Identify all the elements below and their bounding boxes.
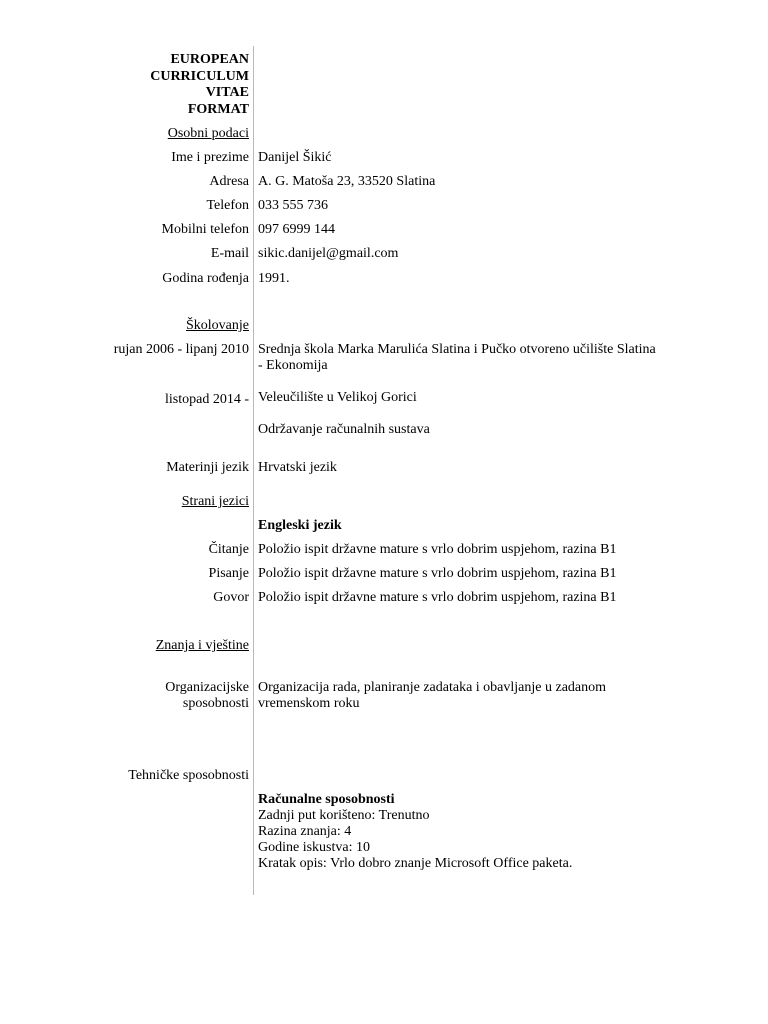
value-organizational-line: vremenskom roku [258, 696, 360, 711]
label-mobile: Mobilni telefon [161, 222, 249, 237]
value-phone: 033 555 736 [258, 198, 328, 213]
label-writing: Pisanje [208, 566, 249, 581]
cv-title [150, 52, 249, 118]
value-reading: Položio ispit državne mature s vrlo dobrim uspjehom, razina B1 [258, 542, 617, 557]
value-mobile: 097 6999 144 [258, 222, 335, 237]
education-period: listopad 2014 - [165, 392, 249, 407]
section-heading-personal: Osobni podaci [167, 126, 249, 141]
education-line: - Ekonomija [258, 358, 328, 373]
label-organizational-line: Organizacijske [165, 680, 249, 695]
value-email: sikic.danijel@gmail.com [258, 246, 399, 261]
label-address: Adresa [209, 174, 249, 189]
label-email: E-mail [210, 246, 249, 261]
value-mother-tongue: Hrvatski jezik [258, 460, 337, 475]
label-birth-year: Godina rođenja [162, 271, 249, 286]
technical-skills-line: Kratak opis: Vrlo dobro znanje Microsoft Office paketa. [258, 856, 573, 871]
label-mother-tongue: Materinji jezik [166, 460, 249, 475]
value-speaking: Položio ispit državne mature s vrlo dobrim uspjehom, razina B1 [258, 590, 617, 605]
value-writing: Položio ispit državne mature s vrlo dobrim uspjehom, razina B1 [258, 566, 617, 581]
education-entry [258, 342, 656, 374]
education-line: Srednja škola Marka Marulića Slatina i Pučko otvoreno učilište Slatina [258, 342, 656, 357]
label-reading: Čitanje [208, 542, 249, 557]
label-phone: Telefon [206, 198, 249, 213]
foreign-language-name: Engleski jezik [258, 518, 342, 533]
section-heading-skills: Znanja i vještine [155, 638, 249, 653]
cv-title-line: EUROPEAN [170, 52, 249, 67]
cv-title-line: CURRICULUM [150, 68, 249, 84]
value-birth-year: 1991. [258, 271, 290, 286]
value-address: A. G. Matoša 23, 33520 Slatina [258, 174, 436, 189]
cv-title-line: VITAE [205, 85, 249, 100]
cv-title-line: FORMAT [187, 101, 249, 117]
value-organizational-line: Organizacija rada, planiranje zadataka i obavljanje u zadanom [258, 680, 607, 695]
technical-skills-line: Godine iskustva: 10 [258, 840, 370, 855]
section-heading-foreign-languages: Strani jezici [181, 494, 249, 509]
education-line: Veleučilište u Velikoj Gorici [258, 390, 417, 405]
label-organizational-line: sposobnosti [182, 696, 249, 711]
technical-skills-block [258, 792, 572, 872]
technical-skills-line: Zadnji put korišteno: Trenutno [258, 808, 430, 823]
label-organizational [165, 680, 249, 712]
value-name: Danijel Šikić [258, 150, 332, 165]
column-divider [253, 46, 254, 895]
technical-skills-line: Razina znanja: 4 [258, 824, 352, 839]
technical-skills-title: Računalne sposobnosti [258, 792, 395, 807]
section-heading-education: Školovanje [186, 318, 249, 333]
label-name: Ime i prezime [171, 150, 249, 165]
education-period: rujan 2006 - lipanj 2010 [113, 342, 249, 357]
education-subline: Održavanje računalnih sustava [258, 422, 430, 437]
value-organizational [258, 680, 606, 712]
label-speaking: Govor [213, 590, 249, 605]
label-technical: Tehničke sposobnosti [128, 768, 249, 783]
